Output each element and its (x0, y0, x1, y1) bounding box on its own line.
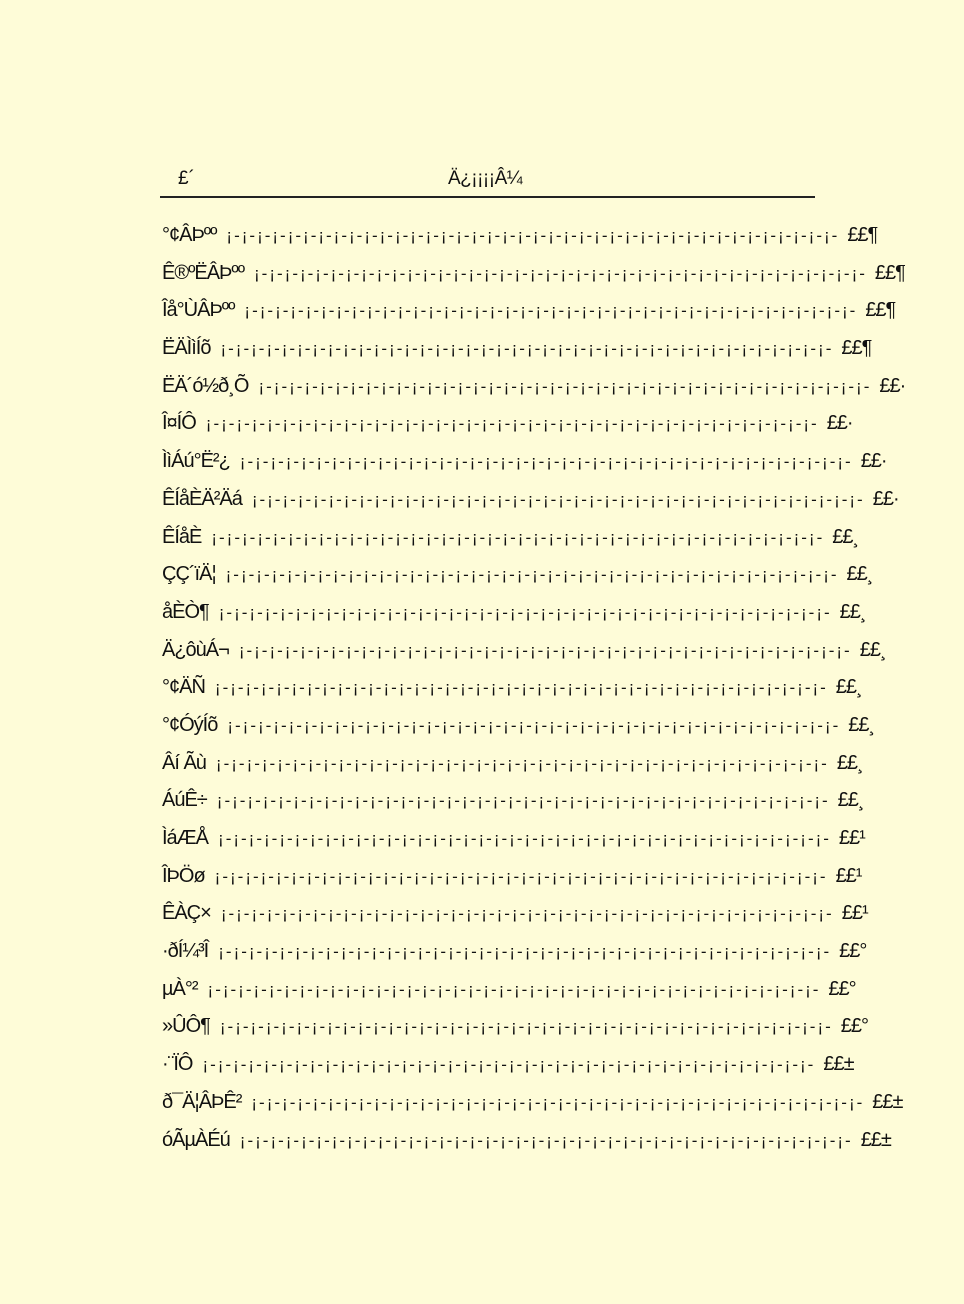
toc-entry-title: Ê®ºËÂÞºº (162, 261, 245, 284)
toc-entry-page: ££± (823, 1053, 854, 1076)
toc-entry-page: ££· (826, 412, 853, 435)
toc-entry[interactable] (162, 902, 868, 940)
toc-leader-dots: ¡-¡-¡-¡-¡-¡-¡-¡-¡-¡-¡-¡-¡-¡-¡-¡-¡-¡-¡-¡-¡-¡-¡-¡-¡-¡-¡-¡-¡-¡-¡-¡-¡-¡-¡-¡-¡-¡-¡-¡- (251, 489, 865, 509)
toc-leader-dots: ¡-¡-¡-¡-¡-¡-¡-¡-¡-¡-¡-¡-¡-¡-¡-¡-¡-¡-¡-¡-¡-¡-¡-¡-¡-¡-¡-¡-¡-¡-¡-¡-¡-¡-¡-¡-¡-¡-¡-¡- (258, 376, 872, 396)
toc-entry-page: ££¸ (846, 563, 873, 586)
toc-leader-dots: ¡-¡-¡-¡-¡-¡-¡-¡-¡-¡-¡-¡-¡-¡-¡-¡-¡-¡-¡-¡-¡-¡-¡-¡-¡-¡-¡-¡-¡-¡-¡-¡-¡-¡-¡-¡-¡-¡-¡-¡- (218, 942, 832, 962)
header-page-number: £´ (178, 168, 195, 189)
toc-leader-dots: ¡-¡-¡-¡-¡-¡-¡-¡-¡-¡-¡-¡-¡-¡-¡-¡-¡-¡-¡-¡-¡-¡-¡-¡-¡-¡-¡-¡-¡-¡-¡-¡-¡-¡-¡-¡-¡-¡-¡-¡- (238, 640, 852, 660)
toc-leader-dots: ¡-¡-¡-¡-¡-¡-¡-¡-¡-¡-¡-¡-¡-¡-¡-¡-¡-¡-¡-¡-¡-¡-¡-¡-¡-¡-¡-¡-¡-¡-¡-¡-¡-¡-¡-¡-¡-¡-¡-¡- (254, 263, 867, 283)
toc-entry-page: ££¹ (841, 902, 868, 925)
toc-entry-page: ££¸ (836, 751, 863, 774)
toc-entry[interactable] (162, 789, 864, 827)
toc-leader-dots: ¡-¡-¡-¡-¡-¡-¡-¡-¡-¡-¡-¡-¡-¡-¡-¡-¡-¡-¡-¡-¡-¡-¡-¡-¡-¡-¡-¡-¡-¡-¡-¡-¡-¡-¡-¡-¡-¡-¡-¡- (214, 678, 828, 698)
toc-entry[interactable] (162, 261, 905, 300)
toc-entry[interactable] (162, 1128, 891, 1167)
toc-entry-title: ÎÞÖø (162, 864, 205, 887)
toc-leader-dots: ¡-¡-¡-¡-¡-¡-¡-¡-¡-¡-¡-¡-¡-¡-¡-¡-¡-¡-¡-¡-¡-¡-¡-¡-¡-¡-¡-¡-¡-¡-¡-¡-¡-¡-¡-¡-¡-¡-¡-¡- (207, 979, 821, 999)
toc-entry-page: ££¸ (835, 676, 862, 699)
toc-entry-page: ££° (839, 940, 867, 963)
page-title: Ä¿¡¡¡¡Â¼ (448, 168, 523, 189)
toc-leader-dots: ¡-¡-¡-¡-¡-¡-¡-¡-¡-¡-¡-¡-¡-¡-¡-¡-¡-¡-¡-¡-¡-¡-¡-¡-¡-¡-¡-¡-¡-¡-¡-¡-¡-¡-¡-¡-¡-¡-¡-¡- (214, 866, 828, 886)
toc-entry-page: ££¸ (832, 525, 859, 548)
toc-entry-page: ££· (872, 487, 899, 510)
toc-leader-dots: ¡-¡-¡-¡-¡-¡-¡-¡-¡-¡-¡-¡-¡-¡-¡-¡-¡-¡-¡-¡-¡-¡-¡-¡-¡-¡-¡-¡-¡-¡-¡-¡-¡-¡-¡-¡-¡-¡-¡-¡- (218, 829, 831, 848)
toc-entry[interactable] (162, 450, 887, 488)
page-header (160, 166, 815, 198)
toc-entry-title: ÇÇ´ïÄ¦ (162, 563, 216, 586)
toc-leader-dots: ¡-¡-¡-¡-¡-¡-¡-¡-¡-¡-¡-¡-¡-¡-¡-¡-¡-¡-¡-¡-¡-¡-¡-¡-¡-¡-¡-¡-¡-¡-¡-¡-¡-¡-¡-¡-¡-¡-¡-¡- (219, 1017, 833, 1037)
toc-entry-page: ££¸ (837, 789, 864, 812)
toc-entry-title: ÌáÆÅ (162, 827, 209, 849)
toc-entry-title: Ä¿ôùÁ¬ (162, 638, 229, 661)
toc-leader-dots: ¡-¡-¡-¡-¡-¡-¡-¡-¡-¡-¡-¡-¡-¡-¡-¡-¡-¡-¡-¡-¡-¡-¡-¡-¡-¡-¡-¡-¡-¡-¡-¡-¡-¡-¡-¡-¡-¡-¡-¡- (251, 1092, 865, 1112)
toc-leader-dots: ¡-¡-¡-¡-¡-¡-¡-¡-¡-¡-¡-¡-¡-¡-¡-¡-¡-¡-¡-¡-¡-¡-¡-¡-¡-¡-¡-¡-¡-¡-¡-¡-¡-¡-¡-¡-¡-¡-¡-¡- (225, 565, 839, 585)
toc-entry[interactable] (162, 299, 896, 337)
toc-entry-page: ££¹ (835, 864, 862, 887)
toc-entry-title: óÃµÀÉú (162, 1128, 230, 1151)
toc-entry[interactable] (162, 940, 867, 978)
toc-entry-title: °¢ÓýÍõ (162, 713, 218, 736)
toc-entry[interactable] (162, 977, 856, 1016)
toc-entry-title: Âí Ãù (162, 751, 206, 774)
toc-entry[interactable] (162, 224, 878, 262)
toc-entry-page: ££· (879, 374, 906, 397)
toc-entry-page: ££· (860, 450, 887, 473)
toc-entry-page: ££± (860, 1128, 891, 1151)
toc-entry[interactable] (162, 374, 906, 413)
toc-entry[interactable] (162, 713, 875, 752)
toc-entry[interactable] (162, 1053, 854, 1091)
toc-entry[interactable] (162, 487, 899, 526)
toc-entry-page: ££¶ (847, 224, 878, 246)
toc-entry[interactable] (162, 827, 865, 865)
toc-entry-page: ££¸ (859, 638, 886, 661)
toc-leader-dots: ¡-¡-¡-¡-¡-¡-¡-¡-¡-¡-¡-¡-¡-¡-¡-¡-¡-¡-¡-¡-¡-¡-¡-¡-¡-¡-¡-¡-¡-¡-¡-¡-¡-¡-¡-¡-¡-¡-¡-¡- (226, 226, 840, 245)
toc-entry-title: Îå°ÙÂÞºº (162, 299, 235, 322)
toc-leader-dots: ¡-¡-¡-¡-¡-¡-¡-¡-¡-¡-¡-¡-¡-¡-¡-¡-¡-¡-¡-¡-¡-¡-¡-¡-¡-¡-¡-¡-¡-¡-¡-¡-¡-¡-¡-¡-¡-¡-¡-¡- (205, 414, 819, 434)
toc-leader-dots: ¡-¡-¡-¡-¡-¡-¡-¡-¡-¡-¡-¡-¡-¡-¡-¡-¡-¡-¡-¡-¡-¡-¡-¡-¡-¡-¡-¡-¡-¡-¡-¡-¡-¡-¡-¡-¡-¡-¡-¡- (239, 452, 853, 472)
toc-entry-title: ·¨ÏÔ (162, 1053, 193, 1076)
toc-entry[interactable] (162, 676, 862, 714)
toc-entry-title: åÈÒ¶ (162, 600, 209, 623)
toc-leader-dots: ¡-¡-¡-¡-¡-¡-¡-¡-¡-¡-¡-¡-¡-¡-¡-¡-¡-¡-¡-¡-¡-¡-¡-¡-¡-¡-¡-¡-¡-¡-¡-¡-¡-¡-¡-¡-¡-¡-¡-¡- (218, 602, 832, 622)
toc-entry-title: ÌìÁú°Ë²¿ (162, 450, 230, 473)
toc-entry[interactable] (162, 600, 866, 639)
toc-entry-page: ££¶ (865, 299, 896, 322)
toc-leader-dots: ¡-¡-¡-¡-¡-¡-¡-¡-¡-¡-¡-¡-¡-¡-¡-¡-¡-¡-¡-¡-¡-¡-¡-¡-¡-¡-¡-¡-¡-¡-¡-¡-¡-¡-¡-¡-¡-¡-¡-¡- (216, 791, 830, 811)
toc-entry-title: Î¤ÍÔ (162, 412, 196, 435)
toc-entry-page: ££° (840, 1015, 869, 1038)
toc-entry-page: ££¸ (848, 713, 875, 736)
toc-entry[interactable] (162, 1015, 869, 1053)
toc-entry-page: ££¶ (874, 261, 905, 284)
table-of-contents (162, 224, 906, 1166)
toc-leader-dots: ¡-¡-¡-¡-¡-¡-¡-¡-¡-¡-¡-¡-¡-¡-¡-¡-¡-¡-¡-¡-¡-¡-¡-¡-¡-¡-¡-¡-¡-¡-¡-¡-¡-¡-¡-¡-¡-¡-¡-¡- (239, 1130, 853, 1150)
toc-entry-title: ÊÍåÈ (162, 525, 202, 548)
toc-entry-title: ÁúÊ÷ (162, 789, 207, 812)
toc-entry[interactable] (162, 563, 873, 601)
toc-leader-dots: ¡-¡-¡-¡-¡-¡-¡-¡-¡-¡-¡-¡-¡-¡-¡-¡-¡-¡-¡-¡-¡-¡-¡-¡-¡-¡-¡-¡-¡-¡-¡-¡-¡-¡-¡-¡-¡-¡-¡-¡- (215, 753, 829, 773)
toc-entry-title: ·ðÍ¼³Î (162, 940, 209, 963)
toc-entry-page: ££¶ (841, 337, 872, 360)
toc-leader-dots: ¡-¡-¡-¡-¡-¡-¡-¡-¡-¡-¡-¡-¡-¡-¡-¡-¡-¡-¡-¡-¡-¡-¡-¡-¡-¡-¡-¡-¡-¡-¡-¡-¡-¡-¡-¡-¡-¡-¡-¡- (220, 904, 834, 924)
toc-entry-title: ÊÍåÈÄ²Äá (162, 487, 242, 510)
toc-entry-page: ££± (872, 1090, 903, 1113)
toc-entry-title: ËÄÌìÍõ (162, 337, 211, 360)
toc-entry[interactable] (162, 1090, 903, 1129)
toc-entry-title: µÀ°² (162, 977, 198, 1000)
toc-leader-dots: ¡-¡-¡-¡-¡-¡-¡-¡-¡-¡-¡-¡-¡-¡-¡-¡-¡-¡-¡-¡-¡-¡-¡-¡-¡-¡-¡-¡-¡-¡-¡-¡-¡-¡-¡-¡-¡-¡-¡-¡- (244, 301, 858, 321)
toc-entry-title: °¢ÂÞºº (162, 224, 217, 246)
toc-leader-dots: ¡-¡-¡-¡-¡-¡-¡-¡-¡-¡-¡-¡-¡-¡-¡-¡-¡-¡-¡-¡-¡-¡-¡-¡-¡-¡-¡-¡-¡-¡-¡-¡-¡-¡-¡-¡-¡-¡-¡-¡- (202, 1055, 816, 1075)
toc-entry-title: »ÛÔ¶ (162, 1015, 210, 1038)
toc-leader-dots: ¡-¡-¡-¡-¡-¡-¡-¡-¡-¡-¡-¡-¡-¡-¡-¡-¡-¡-¡-¡-¡-¡-¡-¡-¡-¡-¡-¡-¡-¡-¡-¡-¡-¡-¡-¡-¡-¡-¡-¡- (211, 527, 825, 547)
toc-entry-title: ËÄ´ó½ð¸Õ (162, 374, 249, 397)
toc-entry[interactable] (162, 525, 859, 564)
toc-entry[interactable] (162, 638, 886, 677)
toc-leader-dots: ¡-¡-¡-¡-¡-¡-¡-¡-¡-¡-¡-¡-¡-¡-¡-¡-¡-¡-¡-¡-¡-¡-¡-¡-¡-¡-¡-¡-¡-¡-¡-¡-¡-¡-¡-¡-¡-¡-¡-¡- (227, 715, 841, 735)
toc-entry[interactable] (162, 751, 863, 790)
toc-entry[interactable] (162, 864, 862, 903)
toc-entry-page: ££¸ (839, 600, 866, 623)
toc-entry-title: °¢ÄÑ (162, 676, 205, 699)
toc-leader-dots: ¡-¡-¡-¡-¡-¡-¡-¡-¡-¡-¡-¡-¡-¡-¡-¡-¡-¡-¡-¡-¡-¡-¡-¡-¡-¡-¡-¡-¡-¡-¡-¡-¡-¡-¡-¡-¡-¡-¡-¡- (220, 339, 834, 359)
toc-entry[interactable] (162, 412, 853, 450)
toc-entry-page: ££¹ (838, 827, 865, 849)
toc-entry-page: ££° (828, 977, 856, 1000)
toc-entry[interactable] (162, 337, 872, 375)
toc-entry-title: ð¯Ä¦ÂÞÊ² (162, 1090, 242, 1113)
toc-entry-title: ÊÀÇ× (162, 902, 211, 925)
